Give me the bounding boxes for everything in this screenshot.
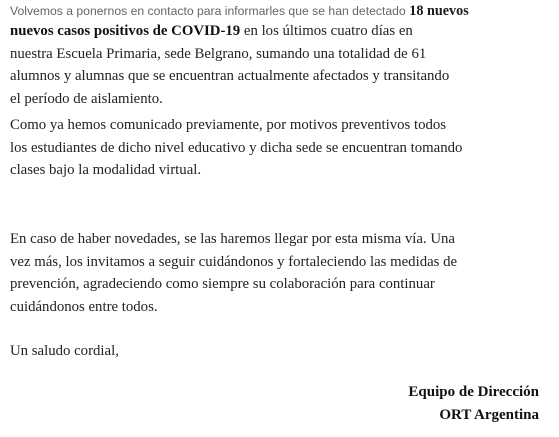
signature-team: Equipo de Dirección <box>408 384 539 400</box>
paragraph-3-line-2: vez más, los invitamos a seguir cuidándonos y fortaleciendo las medidas de <box>10 253 458 270</box>
paragraph-1-first-line <box>10 1 469 21</box>
paragraph-2 <box>10 114 462 182</box>
paragraph-1-line-5: el período de aislamiento. <box>10 90 163 107</box>
closing-text: Un saludo cordial, <box>10 343 119 359</box>
paragraph-1-line-3: nuestra Escuela Primaria, sede Belgrano, sumando una totalidad de 61 <box>10 45 427 62</box>
paragraph-3-line-1: En caso de haber novedades, se las haremos llegar por esta misma vía. Una <box>10 231 455 247</box>
paragraph-2-line-1: Como ya hemos comunicado previamente, por motivos preventivos todos <box>10 117 447 133</box>
covid-cases-highlight: nuevos casos positivos de COVID-19 <box>10 23 241 39</box>
paragraph-2-line-2: los estudiantes de dicho nivel educativo y dicha sede se encuentran tomando <box>10 139 463 156</box>
intro-text: Volvemos a ponernos en contacto para informarles que se han detectado <box>10 4 406 18</box>
paragraph-1-line-2-rest: en los últimos cuatro días en <box>240 23 413 39</box>
closing-greeting <box>10 340 119 363</box>
paragraph-3 <box>10 228 457 318</box>
paragraph-3-line-4: cuidándonos entre todos. <box>10 298 158 315</box>
paragraph-3-line-3: prevención, agradeciendo como siempre su colaboración para continuar <box>10 276 435 292</box>
paragraph-1-line-4: alumnos y alumnas que se encuentran actualmente afectados y transitando <box>10 68 450 84</box>
new-cases-count: 18 nuevos <box>409 3 469 19</box>
signature-block <box>408 381 539 427</box>
paragraph-1-line-2 <box>10 20 449 43</box>
signature-organization: ORT Argentina <box>439 407 539 423</box>
paragraph-1 <box>10 20 449 110</box>
paragraph-2-line-3: clases bajo la modalidad virtual. <box>10 162 202 178</box>
